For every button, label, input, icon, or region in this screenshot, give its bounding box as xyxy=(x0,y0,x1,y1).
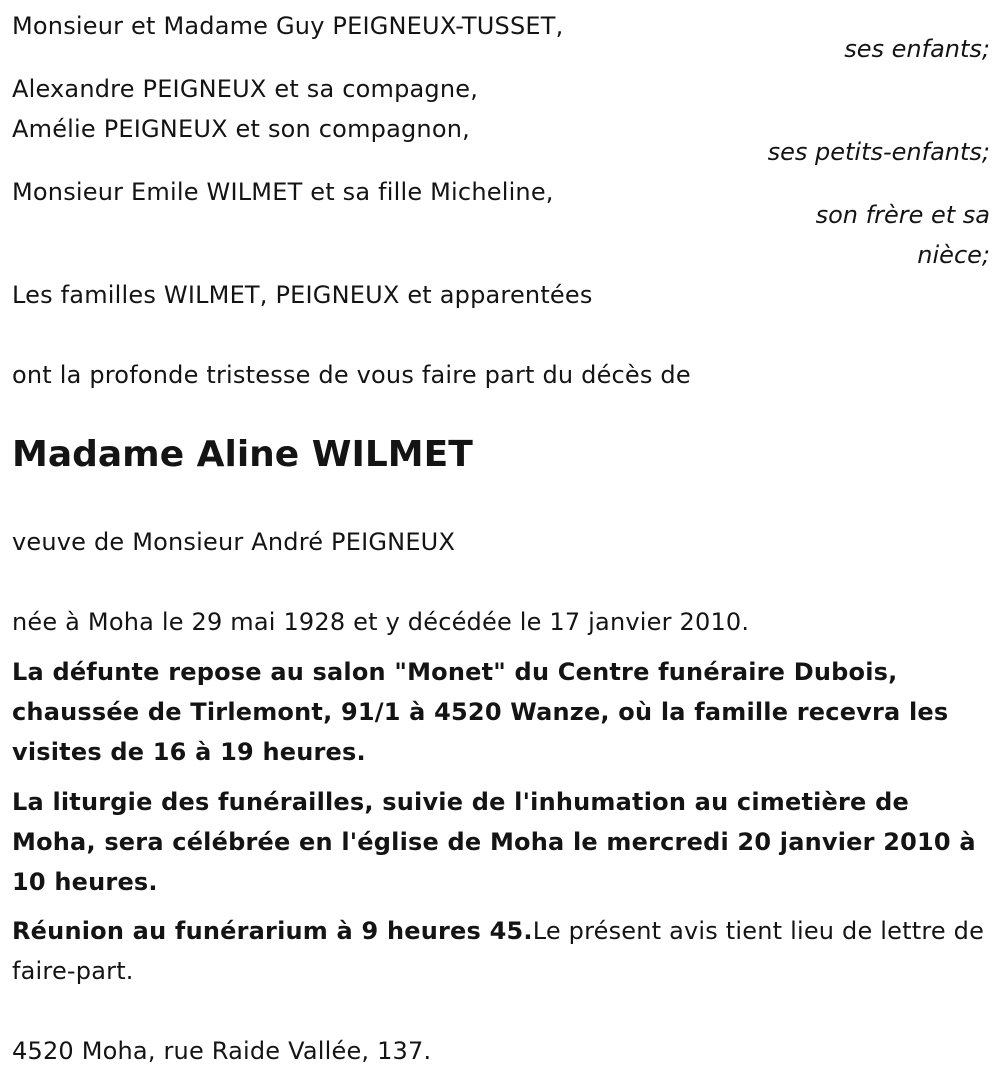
brother-relation-1: son frère et sa xyxy=(815,201,990,229)
brother-relation-2: nièce; xyxy=(917,241,990,269)
viewing-paragraph: La défunte repose au salon "Monet" du Centre funéraire Dubois, chaussée de Tirlemont, 91/1 à 4520 Wanze, où la famille recevra les visites de 16 à 19 heures. xyxy=(12,658,949,766)
birth-death-line: née à Moha le 29 mai 1928 et y décédée le 17 janvier 2010. xyxy=(12,608,750,636)
meeting-paragraph xyxy=(12,911,990,991)
grandchildren-relation: ses petits-enfants; xyxy=(767,138,990,166)
widow-of-line: veuve de Monsieur André PEIGNEUX xyxy=(12,528,456,556)
meeting-text: Réunion au funérarium à 9 heures 45. xyxy=(12,917,533,945)
grandchild-1-line: Alexandre PEIGNEUX et sa compagne, xyxy=(12,75,479,103)
notice-text: Le présent avis tient lieu de lettre de faire-part. xyxy=(12,917,985,985)
address-line: 4520 Moha, rue Raide Vallée, 137. xyxy=(12,1037,432,1065)
announcement-intro: ont la profonde tristesse de vous faire part du décès de xyxy=(12,361,691,389)
children-line: Monsieur et Madame Guy PEIGNEUX-TUSSET, xyxy=(12,12,564,40)
families-line: Les familles WILMET, PEIGNEUX et apparentées xyxy=(12,281,593,309)
brother-line: Monsieur Emile WILMET et sa fille Micheline, xyxy=(12,178,554,206)
deceased-name: Madame Aline WILMET xyxy=(12,434,473,475)
grandchild-2-line: Amélie PEIGNEUX et son compagnon, xyxy=(12,115,470,143)
funeral-paragraph: La liturgie des funérailles, suivie de l'inhumation au cimetière de Moha, sera célébrée en l'église de Moha le mercredi 20 janvier 2010 à 10 heures. xyxy=(12,788,976,896)
children-relation: ses enfants; xyxy=(844,35,990,63)
